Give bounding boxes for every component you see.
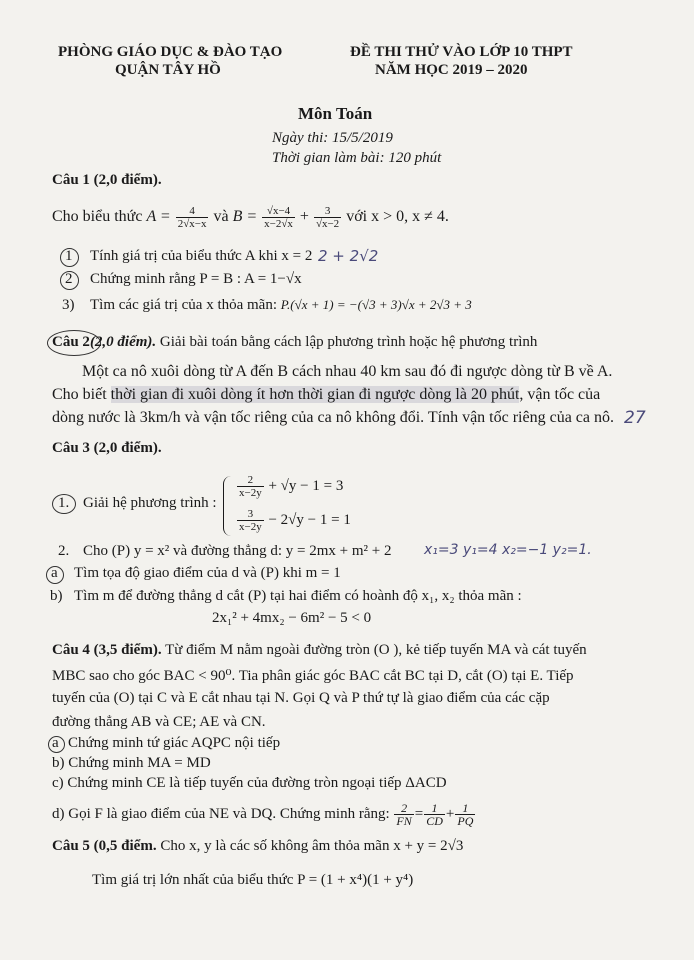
q2-line-2: Cho biết thời gian đi xuôi dòng ít hơn thời gian đi ngược dòng là 20 phút, vận tốc của <box>52 386 601 403</box>
q4-line-3: tuyến của (O) tại C và E cắt nhau tại N. Gọi Q và P thứ tự là giao điểm của các cặp <box>52 690 550 706</box>
q1-heading: Câu 1 (2,0 điểm). <box>52 172 162 188</box>
system-brace <box>223 476 234 536</box>
q1-part2-number: 2 <box>65 271 73 287</box>
q3-part-b-expression: 2x₁² + 4mx₂ − 6m² − 5 < 0 <box>212 610 372 626</box>
q3-part-b-number: b) <box>50 588 63 604</box>
q1-part3-expression: P.(√x + 1) = −(√3 + 3)√x + 2√3 + 3 <box>280 297 472 312</box>
exam-date: Ngày thi: 15/5/2019 <box>272 130 393 146</box>
q3-part2-text: Cho (P) y = x² và đường thẳng d: y = 2mx + m² + 2 <box>83 543 392 559</box>
q3-part1-text: Giải hệ phương trình : <box>83 495 217 511</box>
q1-part3-text: Tìm các giá trị của x thỏa mãn: P.(√x + 1) = −(√3 + 3)√x + 2√3 + 3 <box>90 297 472 313</box>
system-equation-1: $\frac{2}{x-2y}$ + √y − 1 = 3 <box>239 474 344 499</box>
q1-condition: với x > 0, x ≠ 4. <box>346 208 449 226</box>
q1-part2-text: Chứng minh rằng P = B : A = 1−√x <box>90 271 302 287</box>
expr-b-plus: + <box>299 208 309 226</box>
q3-part1-number: 1. <box>58 495 70 511</box>
exam-title: ĐỀ THI THỬ VÀO LỚP 10 THPT <box>350 44 573 60</box>
q4-line-1: Câu 4 (3,5 điểm). Từ điểm M nằm ngoài đường tròn (O ), kẻ tiếp tuyến MA và cát tuyến <box>52 642 587 658</box>
q4-part-b-text: b) Chứng minh MA = MD <box>52 755 211 771</box>
q2-line-3: dòng nước là 3km/h và vận tốc riêng của ca nô không đổi. Tính vận tốc riêng của ca nô. <box>52 409 615 426</box>
q1-part1-text: Tính giá trị của biểu thức A khi x = 2 <box>90 248 313 264</box>
q2-line-1: Một ca nô xuôi dòng từ A đến B cách nhau 40 km sau đó đi ngược dòng từ B về A. <box>82 363 613 380</box>
q1-intro: Cho biểu thức <box>52 208 143 226</box>
expr-b-lhs: B = <box>232 208 258 226</box>
subject-title: Môn Toán <box>298 104 373 123</box>
q1-part3-number: 3) <box>62 297 75 313</box>
q4-part-d-text: d) Gọi F là giao điểm của NE và DQ. Chứng minh rằng: $\frac{2}{FN}$ = $\frac{1}{CD}$ + $\frac{1}{PQ}$ <box>52 801 474 828</box>
district-name: QUẬN TÂY HỒ <box>115 62 221 78</box>
q1-and: và <box>213 208 229 226</box>
q1-part1-number: 1 <box>65 248 73 264</box>
q3-part2-number: 2. <box>58 543 70 559</box>
q1-expression <box>52 205 449 230</box>
handwritten-answer: x₁=3 y₁=4 x₂=−1 y₂=1. <box>424 542 592 558</box>
expr-a-fraction: $\frac{4}{2√x-x}$ <box>177 205 207 230</box>
q4-part-c-text: c) Chứng minh CE là tiếp tuyến của đường tròn ngoại tiếp ΔACD <box>52 775 447 791</box>
exam-duration: Thời gian làm bài: 120 phút <box>272 150 442 166</box>
q5-heading: Câu 5 (0,5 điểm. <box>52 838 157 854</box>
q3-part-a-number: a <box>51 565 58 581</box>
q2-heading: Câu 2(2,0 điểm). Giải bài toán bằng cách lập phương trình hoặc hệ phương trình <box>52 334 538 350</box>
q4-part-a-number: a <box>52 735 59 751</box>
q3-heading: Câu 3 (2,0 điểm). <box>52 440 162 456</box>
q5-line-1: Câu 5 (0,5 điểm. Cho x, y là các số không âm thỏa mãn x + y = 2√3 <box>52 838 464 854</box>
q4-part-a-text: Chứng minh tứ giác AQPC nội tiếp <box>68 735 281 751</box>
system-equation-2: $\frac{3}{x-2y}$ − 2√y − 1 = 1 <box>239 508 351 533</box>
highlighted-text: thời gian đi xuôi dòng ít hơn thời gian đi ngược dòng là 20 phút <box>110 386 520 403</box>
q3-part-a-text: Tìm tọa độ giao điểm của d và (P) khi m = 1 <box>74 565 341 581</box>
expr-b-fraction-1: $\frac{√x-4}{x-2√x}$ <box>264 205 293 230</box>
q4-heading: Câu 4 (3,5 điểm). <box>52 642 162 658</box>
department-name: PHÒNG GIÁO DỤC & ĐÀO TẠO <box>58 44 283 60</box>
q4-line-4: đường thẳng AB và CE; AE và CN. <box>52 714 266 730</box>
expr-b-fraction-2: $\frac{3}{√x-2}$ <box>315 205 340 230</box>
handwritten-answer: 27 <box>624 408 646 428</box>
expr-a-lhs: A = <box>146 208 171 226</box>
q4-line-2: MBC sao cho góc BAC < 90⁰. Tia phân giác góc BAC cắt BC tại D, cắt (O) tại E. Tiếp <box>52 668 574 684</box>
school-year: NĂM HỌC 2019 – 2020 <box>375 62 528 78</box>
handwritten-answer: 2 + 2√2 <box>318 247 379 265</box>
q3-part-b-text: Tìm m để đường thẳng d cắt (P) tại hai điểm có hoành độ x₁, x₂ thỏa mãn : <box>74 588 522 604</box>
q5-line-2: Tìm giá trị lớn nhất của biểu thức P = (1 + x⁴)(1 + y⁴) <box>92 872 414 888</box>
